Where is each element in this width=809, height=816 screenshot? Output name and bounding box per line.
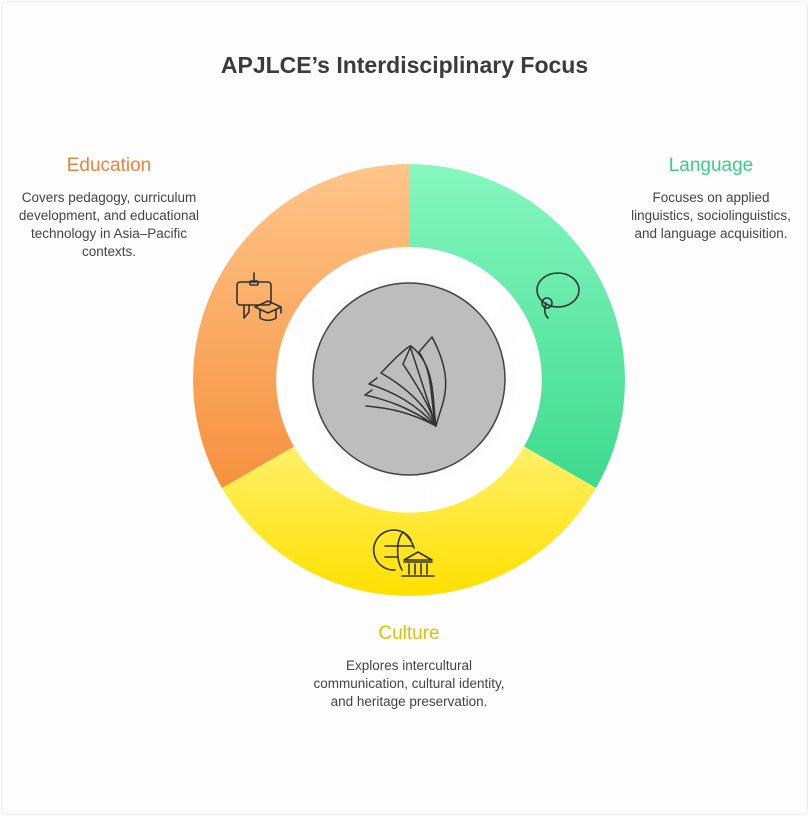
diagram-title: APJLCE’s Interdisciplinary Focus [220,52,589,78]
education-heading: Education [66,155,152,176]
culture-block [304,623,514,711]
language-description: Focuses on applied linguistics, sociolinguistics, and language acquisition. [631,190,791,241]
culture-heading: Culture [378,623,440,644]
education-block [14,155,204,261]
language-heading: Language [668,155,754,176]
education-description: Covers pedagogy, curriculum development, and educational technology in Asia–Pacific contexts. [18,190,200,259]
center-circle [313,283,505,475]
language-block [622,155,800,243]
culture-description: Explores intercultural communication, cultural identity, and heritage preservation. [313,658,505,709]
